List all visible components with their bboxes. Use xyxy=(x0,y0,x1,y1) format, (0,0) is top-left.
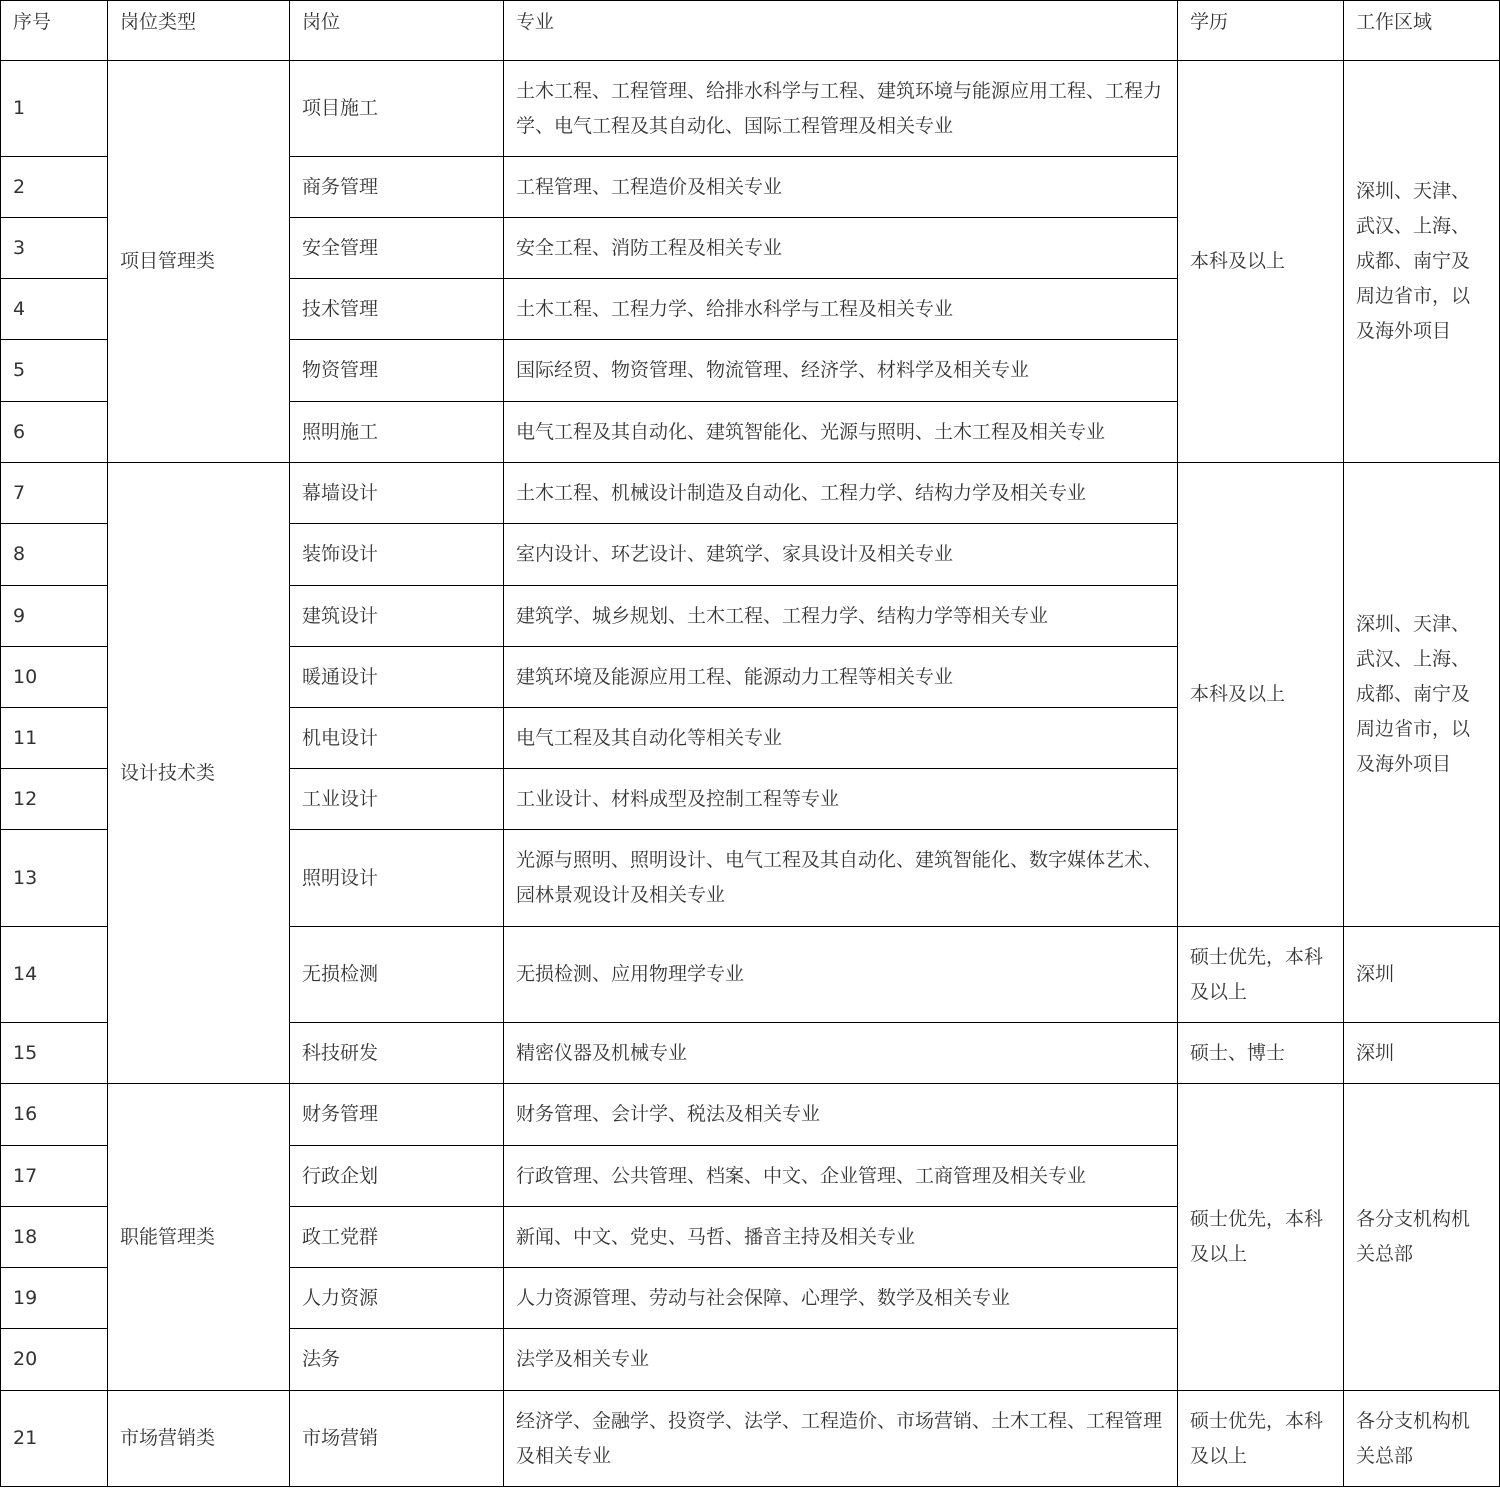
position-cell: 机电设计 xyxy=(290,708,504,769)
education-cell: 硕士优先，本科及以上 xyxy=(1178,1084,1344,1391)
position-cell: 无损检测 xyxy=(290,927,504,1023)
major-cell: 行政管理、公共管理、档案、中文、企业管理、工商管理及相关专业 xyxy=(504,1146,1178,1207)
seq-cell: 3 xyxy=(1,218,108,279)
major-cell: 安全工程、消防工程及相关专业 xyxy=(504,218,1178,279)
position-cell: 装饰设计 xyxy=(290,524,504,586)
seq-cell: 6 xyxy=(1,402,108,463)
position-cell: 行政企划 xyxy=(290,1146,504,1207)
seq-cell: 14 xyxy=(1,927,108,1023)
position-cell: 科技研发 xyxy=(290,1023,504,1084)
table-row xyxy=(1,1391,1500,1487)
position-cell: 法务 xyxy=(290,1329,504,1391)
major-cell: 土木工程、工程管理、给排水科学与工程、建筑环境与能源应用工程、工程力学、电气工程及其自动化、国际工程管理及相关专业 xyxy=(504,61,1178,157)
position-cell: 人力资源 xyxy=(290,1268,504,1329)
major-cell: 法学及相关专业 xyxy=(504,1329,1178,1391)
position-cell: 项目施工 xyxy=(290,61,504,157)
header-cell-seq: 序号 xyxy=(1,1,108,61)
seq-cell: 5 xyxy=(1,340,108,402)
category-cell: 职能管理类 xyxy=(108,1084,290,1391)
position-cell: 技术管理 xyxy=(290,279,504,340)
seq-cell: 11 xyxy=(1,708,108,769)
position-cell: 照明施工 xyxy=(290,402,504,463)
seq-cell: 4 xyxy=(1,279,108,340)
position-cell: 建筑设计 xyxy=(290,586,504,647)
major-cell: 人力资源管理、劳动与社会保障、心理学、数学及相关专业 xyxy=(504,1268,1178,1329)
major-cell: 电气工程及其自动化等相关专业 xyxy=(504,708,1178,769)
seq-cell: 2 xyxy=(1,157,108,218)
area-cell: 深圳 xyxy=(1344,927,1500,1023)
header-cell-category: 岗位类型 xyxy=(108,1,290,61)
category-cell: 项目管理类 xyxy=(108,61,290,463)
major-cell: 财务管理、会计学、税法及相关专业 xyxy=(504,1084,1178,1146)
position-cell: 财务管理 xyxy=(290,1084,504,1146)
major-cell: 建筑环境及能源应用工程、能源动力工程等相关专业 xyxy=(504,647,1178,708)
area-cell: 深圳 xyxy=(1344,1023,1500,1084)
position-cell: 照明设计 xyxy=(290,830,504,927)
seq-cell: 1 xyxy=(1,61,108,157)
position-cell: 暖通设计 xyxy=(290,647,504,708)
education-cell: 硕士优先，本科及以上 xyxy=(1178,927,1344,1023)
seq-cell: 19 xyxy=(1,1268,108,1329)
major-cell: 工程管理、工程造价及相关专业 xyxy=(504,157,1178,218)
education-cell: 硕士、博士 xyxy=(1178,1023,1344,1084)
table-row xyxy=(1,1084,1500,1146)
area-cell: 深圳、天津、武汉、上海、成都、南宁及周边省市，以及海外项目 xyxy=(1344,61,1500,463)
seq-cell: 21 xyxy=(1,1391,108,1487)
table-row xyxy=(1,463,1500,524)
area-cell: 各分支机构机关总部 xyxy=(1344,1391,1500,1487)
position-cell: 工业设计 xyxy=(290,769,504,830)
major-cell: 精密仪器及机械专业 xyxy=(504,1023,1178,1084)
category-cell: 设计技术类 xyxy=(108,463,290,1084)
education-cell: 本科及以上 xyxy=(1178,463,1344,927)
major-cell: 土木工程、机械设计制造及自动化、工程力学、结构力学及相关专业 xyxy=(504,463,1178,524)
header-cell-major: 专业 xyxy=(504,1,1178,61)
position-cell: 安全管理 xyxy=(290,218,504,279)
seq-cell: 8 xyxy=(1,524,108,586)
position-cell: 商务管理 xyxy=(290,157,504,218)
seq-cell: 16 xyxy=(1,1084,108,1146)
area-cell: 各分支机构机关总部 xyxy=(1344,1084,1500,1391)
major-cell: 新闻、中文、党史、马哲、播音主持及相关专业 xyxy=(504,1207,1178,1268)
major-cell: 国际经贸、物资管理、物流管理、经济学、材料学及相关专业 xyxy=(504,340,1178,402)
major-cell: 工业设计、材料成型及控制工程等专业 xyxy=(504,769,1178,830)
major-cell: 室内设计、环艺设计、建筑学、家具设计及相关专业 xyxy=(504,524,1178,586)
header-cell-position: 岗位 xyxy=(290,1,504,61)
seq-cell: 13 xyxy=(1,830,108,927)
table-row xyxy=(1,61,1500,157)
education-cell: 本科及以上 xyxy=(1178,61,1344,463)
position-cell: 幕墙设计 xyxy=(290,463,504,524)
seq-cell: 15 xyxy=(1,1023,108,1084)
major-cell: 无损检测、应用物理学专业 xyxy=(504,927,1178,1023)
position-cell: 政工党群 xyxy=(290,1207,504,1268)
header-cell-area: 工作区域 xyxy=(1344,1,1500,61)
category-cell: 市场营销类 xyxy=(108,1391,290,1487)
education-cell: 硕士优先，本科及以上 xyxy=(1178,1391,1344,1487)
area-cell: 深圳、天津、武汉、上海、成都、南宁及周边省市，以及海外项目 xyxy=(1344,463,1500,927)
seq-cell: 18 xyxy=(1,1207,108,1268)
seq-cell: 7 xyxy=(1,463,108,524)
table-header-row xyxy=(1,1,1500,61)
major-cell: 经济学、金融学、投资学、法学、工程造价、市场营销、土木工程、工程管理及相关专业 xyxy=(504,1391,1178,1487)
major-cell: 土木工程、工程力学、给排水科学与工程及相关专业 xyxy=(504,279,1178,340)
seq-cell: 9 xyxy=(1,586,108,647)
major-cell: 建筑学、城乡规划、土木工程、工程力学、结构力学等相关专业 xyxy=(504,586,1178,647)
seq-cell: 20 xyxy=(1,1329,108,1391)
header-cell-education: 学历 xyxy=(1178,1,1344,61)
seq-cell: 12 xyxy=(1,769,108,830)
position-cell: 物资管理 xyxy=(290,340,504,402)
seq-cell: 10 xyxy=(1,647,108,708)
position-cell: 市场营销 xyxy=(290,1391,504,1487)
major-cell: 电气工程及其自动化、建筑智能化、光源与照明、土木工程及相关专业 xyxy=(504,402,1178,463)
seq-cell: 17 xyxy=(1,1146,108,1207)
major-cell: 光源与照明、照明设计、电气工程及其自动化、建筑智能化、数字媒体艺术、园林景观设计及相关专业 xyxy=(504,830,1178,927)
